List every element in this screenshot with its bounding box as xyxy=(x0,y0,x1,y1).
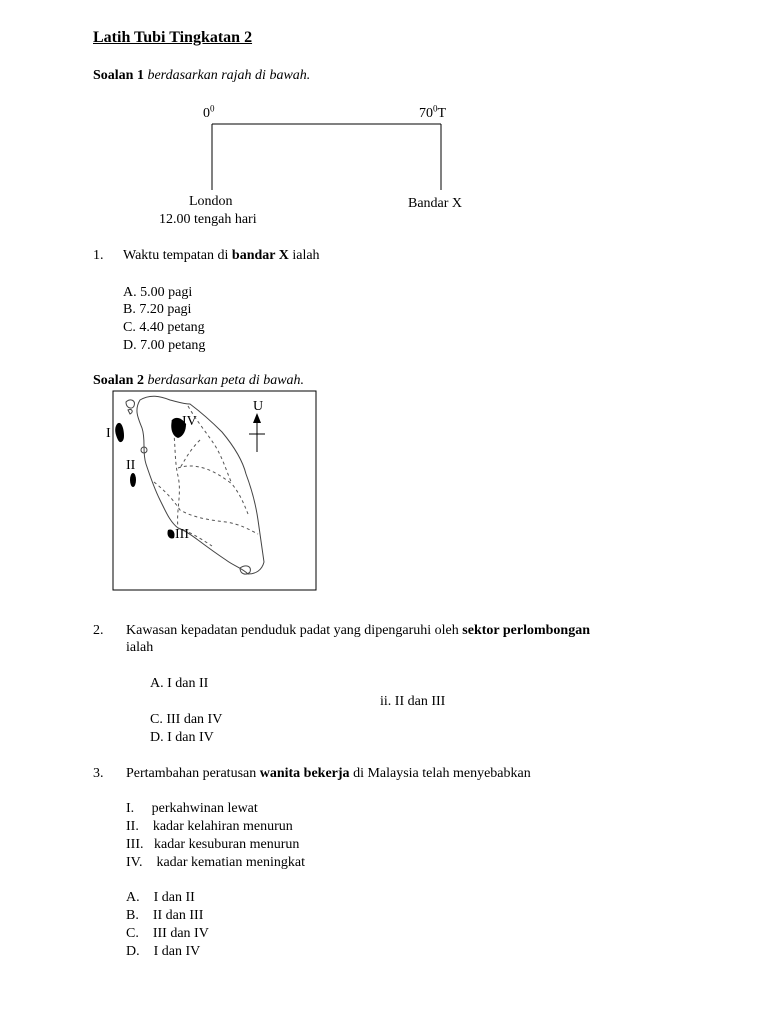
q2-number: 2. xyxy=(93,623,104,638)
north-label: U xyxy=(253,399,264,414)
q3-option-b: B. II dan III xyxy=(126,908,204,923)
q1-option-b: B. 7.20 pagi xyxy=(123,302,192,317)
marker-label-i: I xyxy=(106,426,111,441)
left-city-label: London xyxy=(189,194,233,209)
marker-label-iv: IV xyxy=(182,414,197,429)
left-longitude-label: $0^0$ xyxy=(203,103,215,121)
q3-number: 3. xyxy=(93,766,104,781)
q3-text: Pertambahan peratusan wanita bekerja di Malaysia telah menyebabkan xyxy=(126,766,531,781)
q3-option-a: A. I dan II xyxy=(126,890,195,905)
q2-option-a: A. I dan II xyxy=(150,676,209,691)
q2-option-d: D. I dan IV xyxy=(150,730,214,745)
q3-statement-iii: III. kadar kesuburan menurun xyxy=(126,837,300,852)
q2-option-b: ii. II dan III xyxy=(380,694,446,709)
page-title: Latih Tubi Tingkatan 2 xyxy=(93,29,253,46)
q2-option-c: C. III dan IV xyxy=(150,712,223,727)
q2-text: Kawasan kepadatan penduduk padat yang dipengaruhi oleh sektor perlombongan xyxy=(126,623,590,638)
q1-option-c: C. 4.40 petang xyxy=(123,320,205,335)
right-longitude-label: $70^0T$ xyxy=(419,103,447,121)
q3-statement-i: I. perkahwinan lewat xyxy=(126,801,258,816)
soalan1-label: Soalan 1 xyxy=(93,68,144,83)
q2-text-cont: ialah xyxy=(126,640,154,655)
q1-option-d: D. 7.00 petang xyxy=(123,338,206,353)
marker-label-iii: III xyxy=(175,527,189,542)
q3-statement-ii: II. kadar kelahiran menurun xyxy=(126,819,293,834)
q3-option-d: D. I dan IV xyxy=(126,944,201,959)
q1-text: Waktu tempatan di bandar X ialah xyxy=(123,248,320,263)
q1-number: 1. xyxy=(93,248,104,263)
q1-option-a: A. 5.00 pagi xyxy=(123,285,193,300)
left-time-label: 12.00 tengah hari xyxy=(159,212,257,227)
right-city-label: Bandar X xyxy=(408,196,463,211)
q3-statement-iv: IV. kadar kematian meningkat xyxy=(126,855,305,870)
marker-label-ii: II xyxy=(126,458,136,473)
soalan2-label: Soalan 2 xyxy=(93,373,144,388)
soalan1-text: berdasarkan rajah di bawah. xyxy=(143,68,311,83)
soalan2-text: berdasarkan peta di bawah. xyxy=(143,373,305,388)
q3-option-c: C. III dan IV xyxy=(126,926,209,941)
